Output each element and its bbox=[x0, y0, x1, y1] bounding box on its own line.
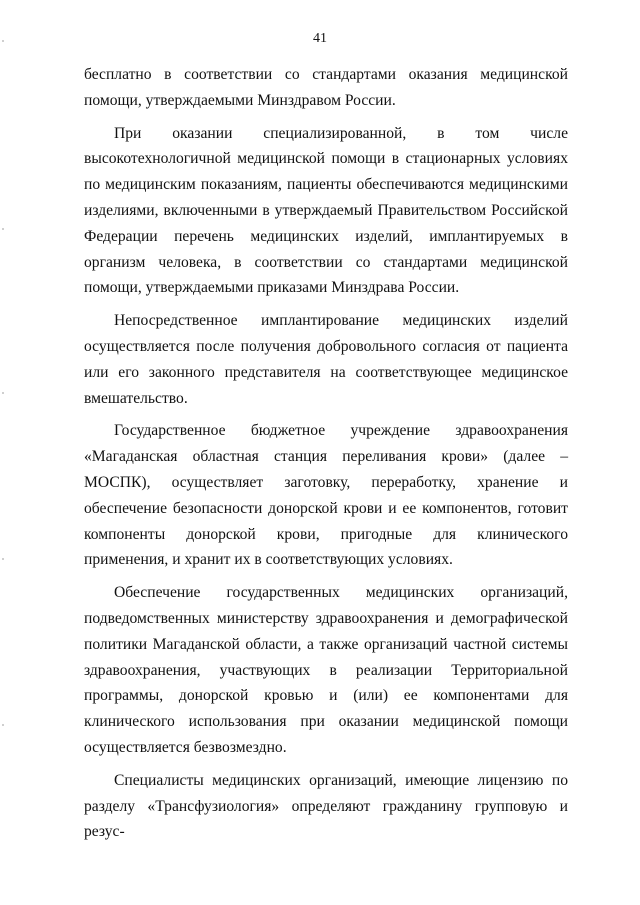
paragraph-1: бесплатно в соответствии со стандартами оказания медицинской помощи, утверждаемыми Минздравом России. bbox=[84, 66, 568, 109]
scan-edge-mark bbox=[2, 40, 4, 42]
paragraph-5: Обеспечение государственных медицинских организаций, подведомственных министерству здравоохранения и демографической политики Магаданской области, а также организаций частной системы здравоохранения, участвующих в реализации Территориальной программы, донорской кровью и (или) ее компонентами для клинического использования при оказании медицинской помощи осуществляется безвозмездно. bbox=[84, 584, 568, 756]
scan-edge-mark bbox=[2, 228, 4, 230]
scan-edge-mark bbox=[2, 392, 4, 394]
scan-edge-mark bbox=[2, 558, 4, 560]
paragraph-6: Специалисты медицинских организаций, имеющие лицензию по разделу «Трансфузиология» определяют гражданину групповую и резус- bbox=[84, 771, 568, 841]
paragraph-2: При оказании специализированной, в том числе высокотехнологичной медицинской помощи в стационарных условиях по медицинским показаниям, пациенты обеспечиваются медицинскими изделиями, включенными в утверждаемый Правительством Российской Федерации перечень медицинских изделий, имплантируемых в организм человека, в соответствии со стандартами медицинской помощи, утверждаемыми приказами Минздрава России. bbox=[84, 124, 568, 297]
paragraph-4: Государственное бюджетное учреждение здравоохранения «Магаданская областная станция переливания крови» (далее – МОСПК), осуществляет заготовку, переработку, хранение и обеспечение безопасности донорской крови и ее компонентов, готовит компоненты донорской крови, пригодные для клинического применения, и хранит их в соответствующих условиях. bbox=[84, 422, 568, 569]
page-number: 41 bbox=[313, 31, 327, 46]
paragraph-3: Непосредственное имплантирование медицинских изделий осуществляется после получения добровольного согласия от пациента или его законного представителя на соответствующее медицинское вмешательство. bbox=[84, 312, 568, 407]
scan-edge-mark bbox=[2, 724, 4, 726]
document-body bbox=[84, 62, 568, 852]
